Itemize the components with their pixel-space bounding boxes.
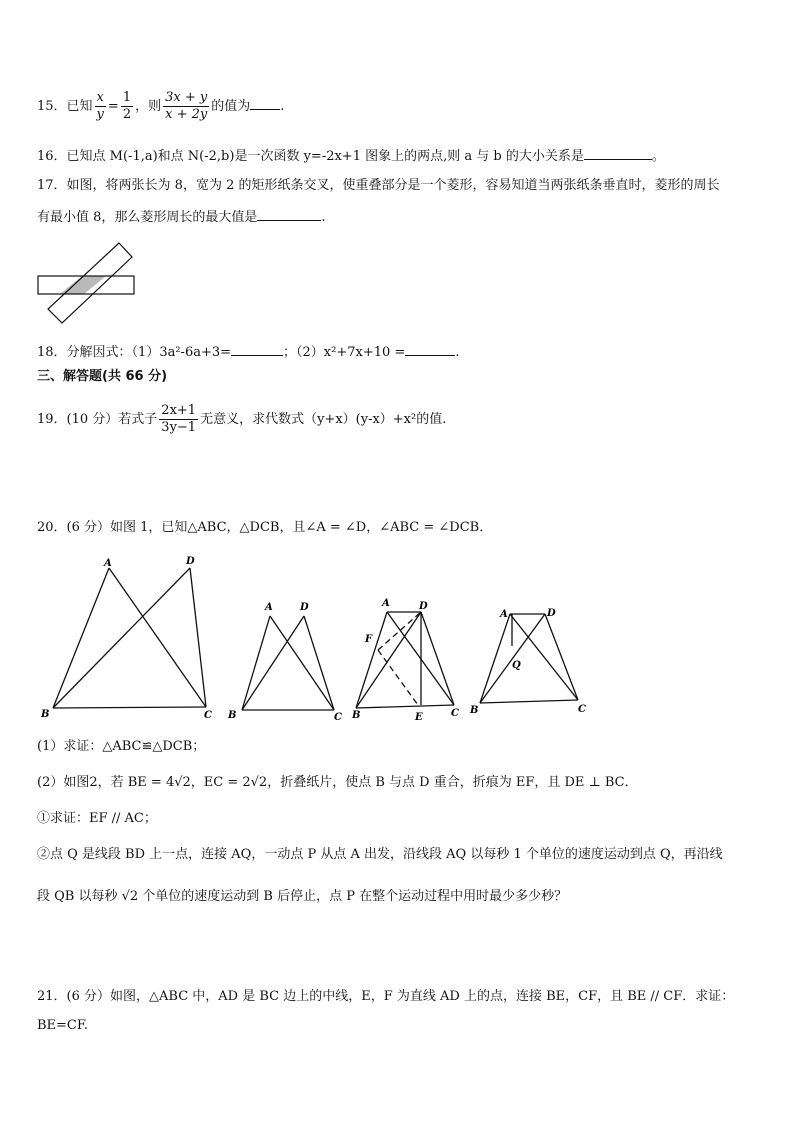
question-20-part2: (2）如图2，若 BE = 4√2，EC = 2√2，折叠纸片，使点 B 与点 D 重合，折痕为 EF，且 DE ⊥ BC． xyxy=(37,775,638,790)
q15-eq: = xyxy=(107,99,119,114)
fig3-label-d: D xyxy=(419,601,428,612)
question-20-part2b-line1: ②点 Q 是线段 BD 上一点，连接 AQ，一动点 P 从点 A 出发，沿线段 AQ 以每秒 1 个单位的速度运动到点 Q，再沿线 xyxy=(37,847,723,862)
fig1-label-d: D xyxy=(186,556,195,567)
figure-3 xyxy=(356,612,454,708)
q16-end: 。 xyxy=(651,149,665,164)
q18-end: . xyxy=(455,345,460,360)
figure-1 xyxy=(53,568,206,708)
fig4-label-a: A xyxy=(500,609,508,620)
fig4-label-d: D xyxy=(547,608,556,619)
answer-blank-16[interactable] xyxy=(584,145,652,160)
question-15 xyxy=(37,90,284,123)
question-20-part2a: ①求证：EF // AC； xyxy=(37,811,157,826)
q18-sep: ；（2）x²+7x+10 = xyxy=(283,345,406,360)
fig3-label-f: F xyxy=(365,634,373,645)
question-21-line2: BE=CF. xyxy=(37,1018,89,1033)
fig3-label-c: C xyxy=(451,708,459,719)
question-20-stem: 20．(6 分）如图 1，已知△ABC，△DCB，且∠A = ∠D，∠ABC = ∠DCB． xyxy=(37,520,493,535)
section-three-title: 三、解答题(共 66 分) xyxy=(37,369,168,384)
q15-mid: ，则 xyxy=(135,99,162,114)
fig2-label-a: A xyxy=(265,602,273,613)
fig4-label-c: C xyxy=(578,704,586,715)
fig3-label-b: B xyxy=(352,710,361,721)
q15-end: . xyxy=(280,99,285,114)
q19-prefix: 19．(10 分）若式子 xyxy=(37,412,158,427)
paper-strips-figure xyxy=(36,240,138,326)
question-19 xyxy=(37,403,446,436)
question-21-line1: 21．(6 分）如图，△ABC 中，AD 是 BC 边上的中线，E，F 为直线 AD 上的点，连接 BE，CF，且 BE // CF．求证： xyxy=(37,989,735,1004)
q16-text: 16．已知点 M(-1,a)和点 N(-2,b)是一次函数 y=-2x+1 图象上的两点,则 a 与 b 的大小关系是 xyxy=(37,149,584,164)
fig1-label-c: C xyxy=(204,710,212,721)
fig1-label-b: B xyxy=(41,709,50,720)
fig4-label-b: B xyxy=(470,705,479,716)
question-17-line1 xyxy=(37,176,719,196)
q17-line1-text: 17．如图，将两张长为 8，宽为 2 的矩形纸条交叉，使重叠部分是一个菱形，容易知道当两张纸条垂直时，菱形的周长 xyxy=(37,178,720,193)
fraction-one-half: $\frac{1}{2}$ xyxy=(122,90,132,122)
fig4-label-q: Q xyxy=(512,660,521,671)
q15-prefix: 15．已知 xyxy=(37,99,93,114)
question-20-part1: (1）求证：△ABC≌△DCB； xyxy=(37,739,206,754)
question-16 xyxy=(37,145,665,167)
fig2-label-c: C xyxy=(334,712,342,723)
answer-blank-18-2[interactable] xyxy=(405,341,455,356)
question-20-part2b-line2: 段 QB 以每秒 √2 个单位的速度运动到 B 后停止，点 P 在整个运动过程中用时最少多少秒？ xyxy=(37,889,568,904)
fig1-label-a: A xyxy=(104,558,112,569)
figure-2 xyxy=(242,616,334,710)
figure-4 xyxy=(480,614,578,703)
question-18 xyxy=(37,341,459,363)
q20-figures xyxy=(0,550,794,730)
fig2-label-d: D xyxy=(300,602,309,613)
fraction-expression: $\frac{3x + y}{x + 2y}$ xyxy=(165,90,208,122)
answer-blank-15[interactable] xyxy=(250,95,280,110)
fraction-x-over-y: $\frac{x}{y}$ xyxy=(96,90,104,122)
q18-part1: 18．分解因式：（1）3a²-6a+3= xyxy=(37,345,232,360)
question-17-line2 xyxy=(37,206,326,228)
fig3-label-a: A xyxy=(382,598,390,609)
answer-blank-18-1[interactable] xyxy=(231,341,283,356)
answer-blank-17[interactable] xyxy=(257,206,321,221)
q19-suffix: 无意义，求代数式（y+x）(y-x）+x²的值. xyxy=(200,412,447,427)
q17-end: . xyxy=(321,210,326,225)
q17-line2-text: 有最小值 8，那么菱形周长的最大值是 xyxy=(37,210,258,225)
fraction-19: $\frac{2x+1}{3y-1}$ xyxy=(161,403,197,435)
fig2-label-b: B xyxy=(228,710,237,721)
q15-suffix: 的值为 xyxy=(211,99,251,114)
fig3-label-e: E xyxy=(415,712,423,723)
